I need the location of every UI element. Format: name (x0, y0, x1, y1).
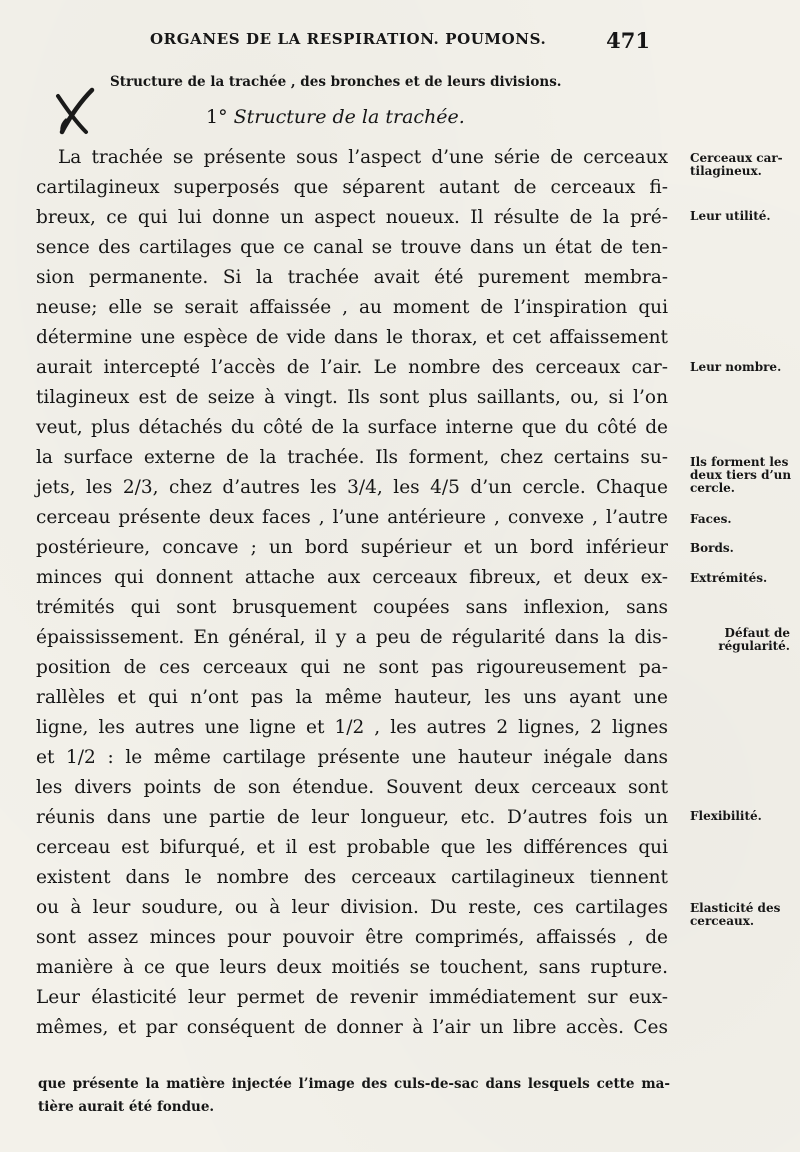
text-line: la surface externe de la trachée. Ils forment, chez certains su- (36, 447, 668, 468)
margin-note-utilite: Leur utilité. (690, 209, 771, 223)
text-line: cartilagineux superposés que séparent autant de cerceaux fi- (36, 177, 668, 198)
margin-note-faces: Faces. (690, 512, 732, 526)
subsection-title-text: Structure de la trachée. (233, 106, 465, 128)
text-line: sont assez minces pour pouvoir être comprimés, affaissés , de (36, 927, 668, 948)
text-line: tilagineux est de seize à vingt. Ils sont plus saillants, ou, si l’on (36, 387, 668, 408)
text-line: sence des cartilages que ce canal se trouve dans un état de ten- (36, 237, 668, 258)
text-line: cerceau est bifurqué, et il est probable que les différences qui (36, 837, 668, 858)
text-line: minces qui donnent attache aux cerceaux fibreux, et deux ex- (36, 567, 668, 588)
text-line: cerceau présente deux faces , l’une antérieure , convexe , l’autre (36, 507, 668, 528)
text-line: postérieure, concave ; un bord supérieur et un bord inférieur (36, 537, 668, 558)
subsection-title (206, 106, 465, 128)
text-line: rallèles et qui n’ont pas la même hauteur, les uns ayant une (36, 687, 668, 708)
text-line: ou à leur soudure, ou à leur division. Du reste, ces cartilages (36, 897, 668, 918)
text-line: épaississement. En général, il y a peu de régularité dans la dis- (36, 627, 668, 648)
text-line: position de ces cerceaux qui ne sont pas rigoureusement pa- (36, 657, 668, 678)
text-line: breux, ce qui lui donne un aspect noueux. Il résulte de la pré- (36, 207, 668, 228)
text-line: et 1/2 : le même cartilage présente une hauteur inégale dans (36, 747, 668, 768)
footnote (38, 1073, 670, 1119)
text-line: existent dans le nombre des cerceaux cartilagineux tiennent (36, 867, 668, 888)
subsection-number: 1° (206, 106, 228, 128)
text-line: sion permanente. Si la trachée avait été purement membra- (36, 267, 668, 288)
text-line: neuse; elle se serait affaissée , au moment de l’inspiration qui (36, 297, 668, 318)
text-line: Leur élasticité leur permet de revenir immédiatement sur eux- (36, 987, 668, 1008)
text-line: mêmes, et par conséquent de donner à l’air un libre accès. Ces (36, 1017, 668, 1038)
text-line: jets, les 2/3, chez d’autres les 3/4, les 4/5 d’un cercle. Chaque (36, 477, 668, 498)
page-number: 471 (606, 28, 650, 53)
running-header-title: ORGANES DE LA RESPIRATION. POUMONS. (150, 30, 547, 48)
text-line: aurait intercepté l’accès de l’air. Le nombre des cerceaux car- (36, 357, 668, 378)
text-line: détermine une espèce de vide dans le thorax, et cet affaissement (36, 327, 668, 348)
margin-note-elasticite: Elasticité des cerceaux. (690, 901, 781, 928)
margin-note-forment-cercle: Ils forment les deux tiers d’un cercle. (690, 455, 792, 495)
text-line: manière à ce que leurs deux moitiés se touchent, sans rupture. (36, 957, 668, 978)
text-line: La trachée se présente sous l’aspect d’une série de cerceaux (58, 147, 668, 168)
margin-note-flexibilite: Flexibilité. (690, 809, 762, 823)
text-line: les divers points de son étendue. Souvent deux cerceaux sont (36, 777, 668, 798)
body-text (36, 143, 668, 1043)
margin-note-defaut-regularite: Défaut de régularité. (718, 626, 790, 653)
margin-note-extremites: Extrémités. (690, 571, 768, 585)
text-line: trémités qui sont brusquement coupées sans inflexion, sans (36, 597, 668, 618)
footnote-line: que présente la matière injectée l’image des culs-de-sac dans lesquels cette ma- (38, 1076, 670, 1092)
section-title: Structure de la trachée , des bronches et de leurs divisions. (110, 74, 562, 90)
margin-note-cerceaux-cartilagineux: Cerceaux car- tilagineux. (690, 151, 783, 178)
text-line: réunis dans une partie de leur longueur, etc. D’autres fois un (36, 807, 668, 828)
text-line: ligne, les autres une ligne et 1/2 , les autres 2 lignes, 2 lignes (36, 717, 668, 738)
handwritten-x-mark (52, 86, 98, 136)
footnote-line: tière aurait été fondue. (38, 1099, 215, 1115)
margin-note-nombre: Leur nombre. (690, 360, 782, 374)
text-line: veut, plus détachés du côté de la surface interne que du côté de (36, 417, 668, 438)
margin-note-bords: Bords. (690, 541, 734, 555)
